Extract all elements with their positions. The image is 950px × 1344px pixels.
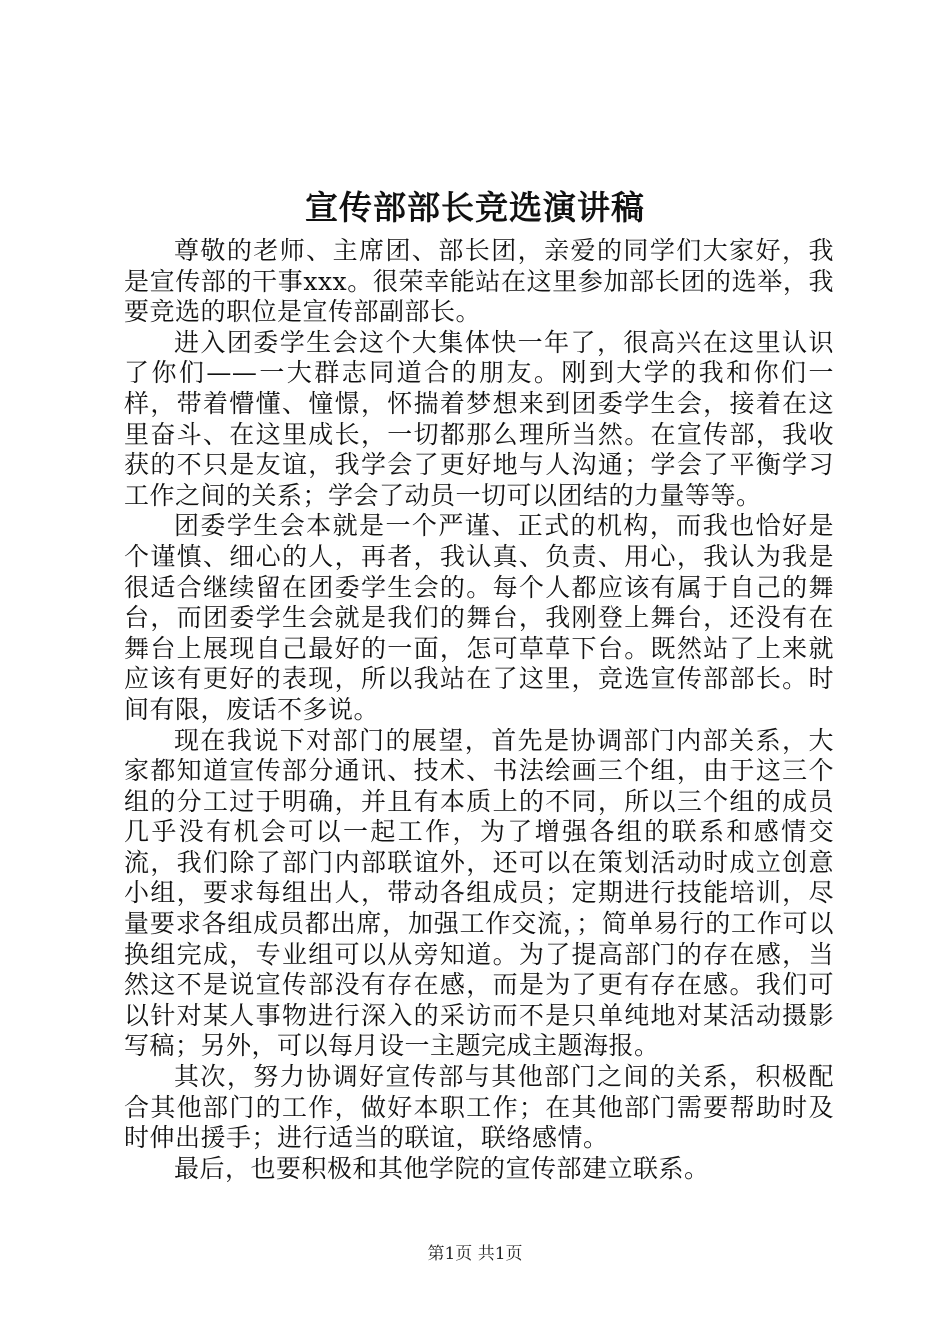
- paragraph-plan: 现在我说下对部门的展望，首先是协调部门内部关系，大家都知道宣传部分通讯、技术、书法绘画三个组，由于这三个组的分工过于明确，并且有本质上的不同，所以三个组的成员几乎没有机会可以一起工作，为了增强各组的联系和感情交流，我们除了部门内部联谊外，还可以在策划活动时成立创意小组，要求每组出人，带动各组成员；定期进行技能培训，尽量要求各组成员都出席，加强工作交流，；简单易行的工作可以换组完成，专业组可以从旁知道。为了提高部门的存在感，当然这不是说宣传部没有存在感，而是为了更有存在感。我们可以针对某人事物进行深入的采访而不是只单纯地对某活动摄影写稿；另外，可以每月设一主题完成主题海报。: [124, 725, 834, 1061]
- document-title: 宣传部部长竞选演讲稿: [305, 188, 645, 227]
- document-body: [124, 236, 834, 1184]
- paragraph-experience: 进入团委学生会这个大集体快一年了，很高兴在这里认识了你们——一大群志同道合的朋友。刚到大学的我和你们一样，带着懵懂、憧憬，怀揣着梦想来到团委学生会，接着在这里奋斗、在这里成长，一切都那么理所当然。在宣传部，我收获的不只是友谊，我学会了更好地与人沟通；学会了平衡学习工作之间的关系；学会了动员一切可以团结的力量等等。: [124, 327, 834, 510]
- paragraph-qualification: 团委学生会本就是一个严谨、正式的机构，而我也恰好是个谨慎、细心的人，再者，我认真、负责、用心，我认为我是很适合继续留在团委学生会的。每个人都应该有属于自己的舞台，而团委学生会就是我们的舞台，我刚登上舞台，还没有在舞台上展现自己最好的一面，怎可草草下台。既然站了上来就应该有更好的表现，所以我站在了这里，竞选宣传部部长。时间有限，废话不多说。: [124, 511, 834, 724]
- paragraph-greeting: 尊敬的老师、主席团、部长团，亲爱的同学们大家好，我是宣传部的干事xxx。很荣幸能站在这里参加部长团的选举，我要竞选的职位是宣传部副部长。: [124, 236, 834, 327]
- paragraph-cooperation: 其次，努力协调好宣传部与其他部门之间的关系，积极配合其他部门的工作，做好本职工作；在其他部门需要帮助时及时伸出援手；进行适当的联谊，联络感情。: [124, 1062, 834, 1153]
- page-number-footer: 第1页 共1页: [427, 1244, 523, 1264]
- paragraph-closing: 最后，也要积极和其他学院的宣传部建立联系。: [174, 1153, 710, 1183]
